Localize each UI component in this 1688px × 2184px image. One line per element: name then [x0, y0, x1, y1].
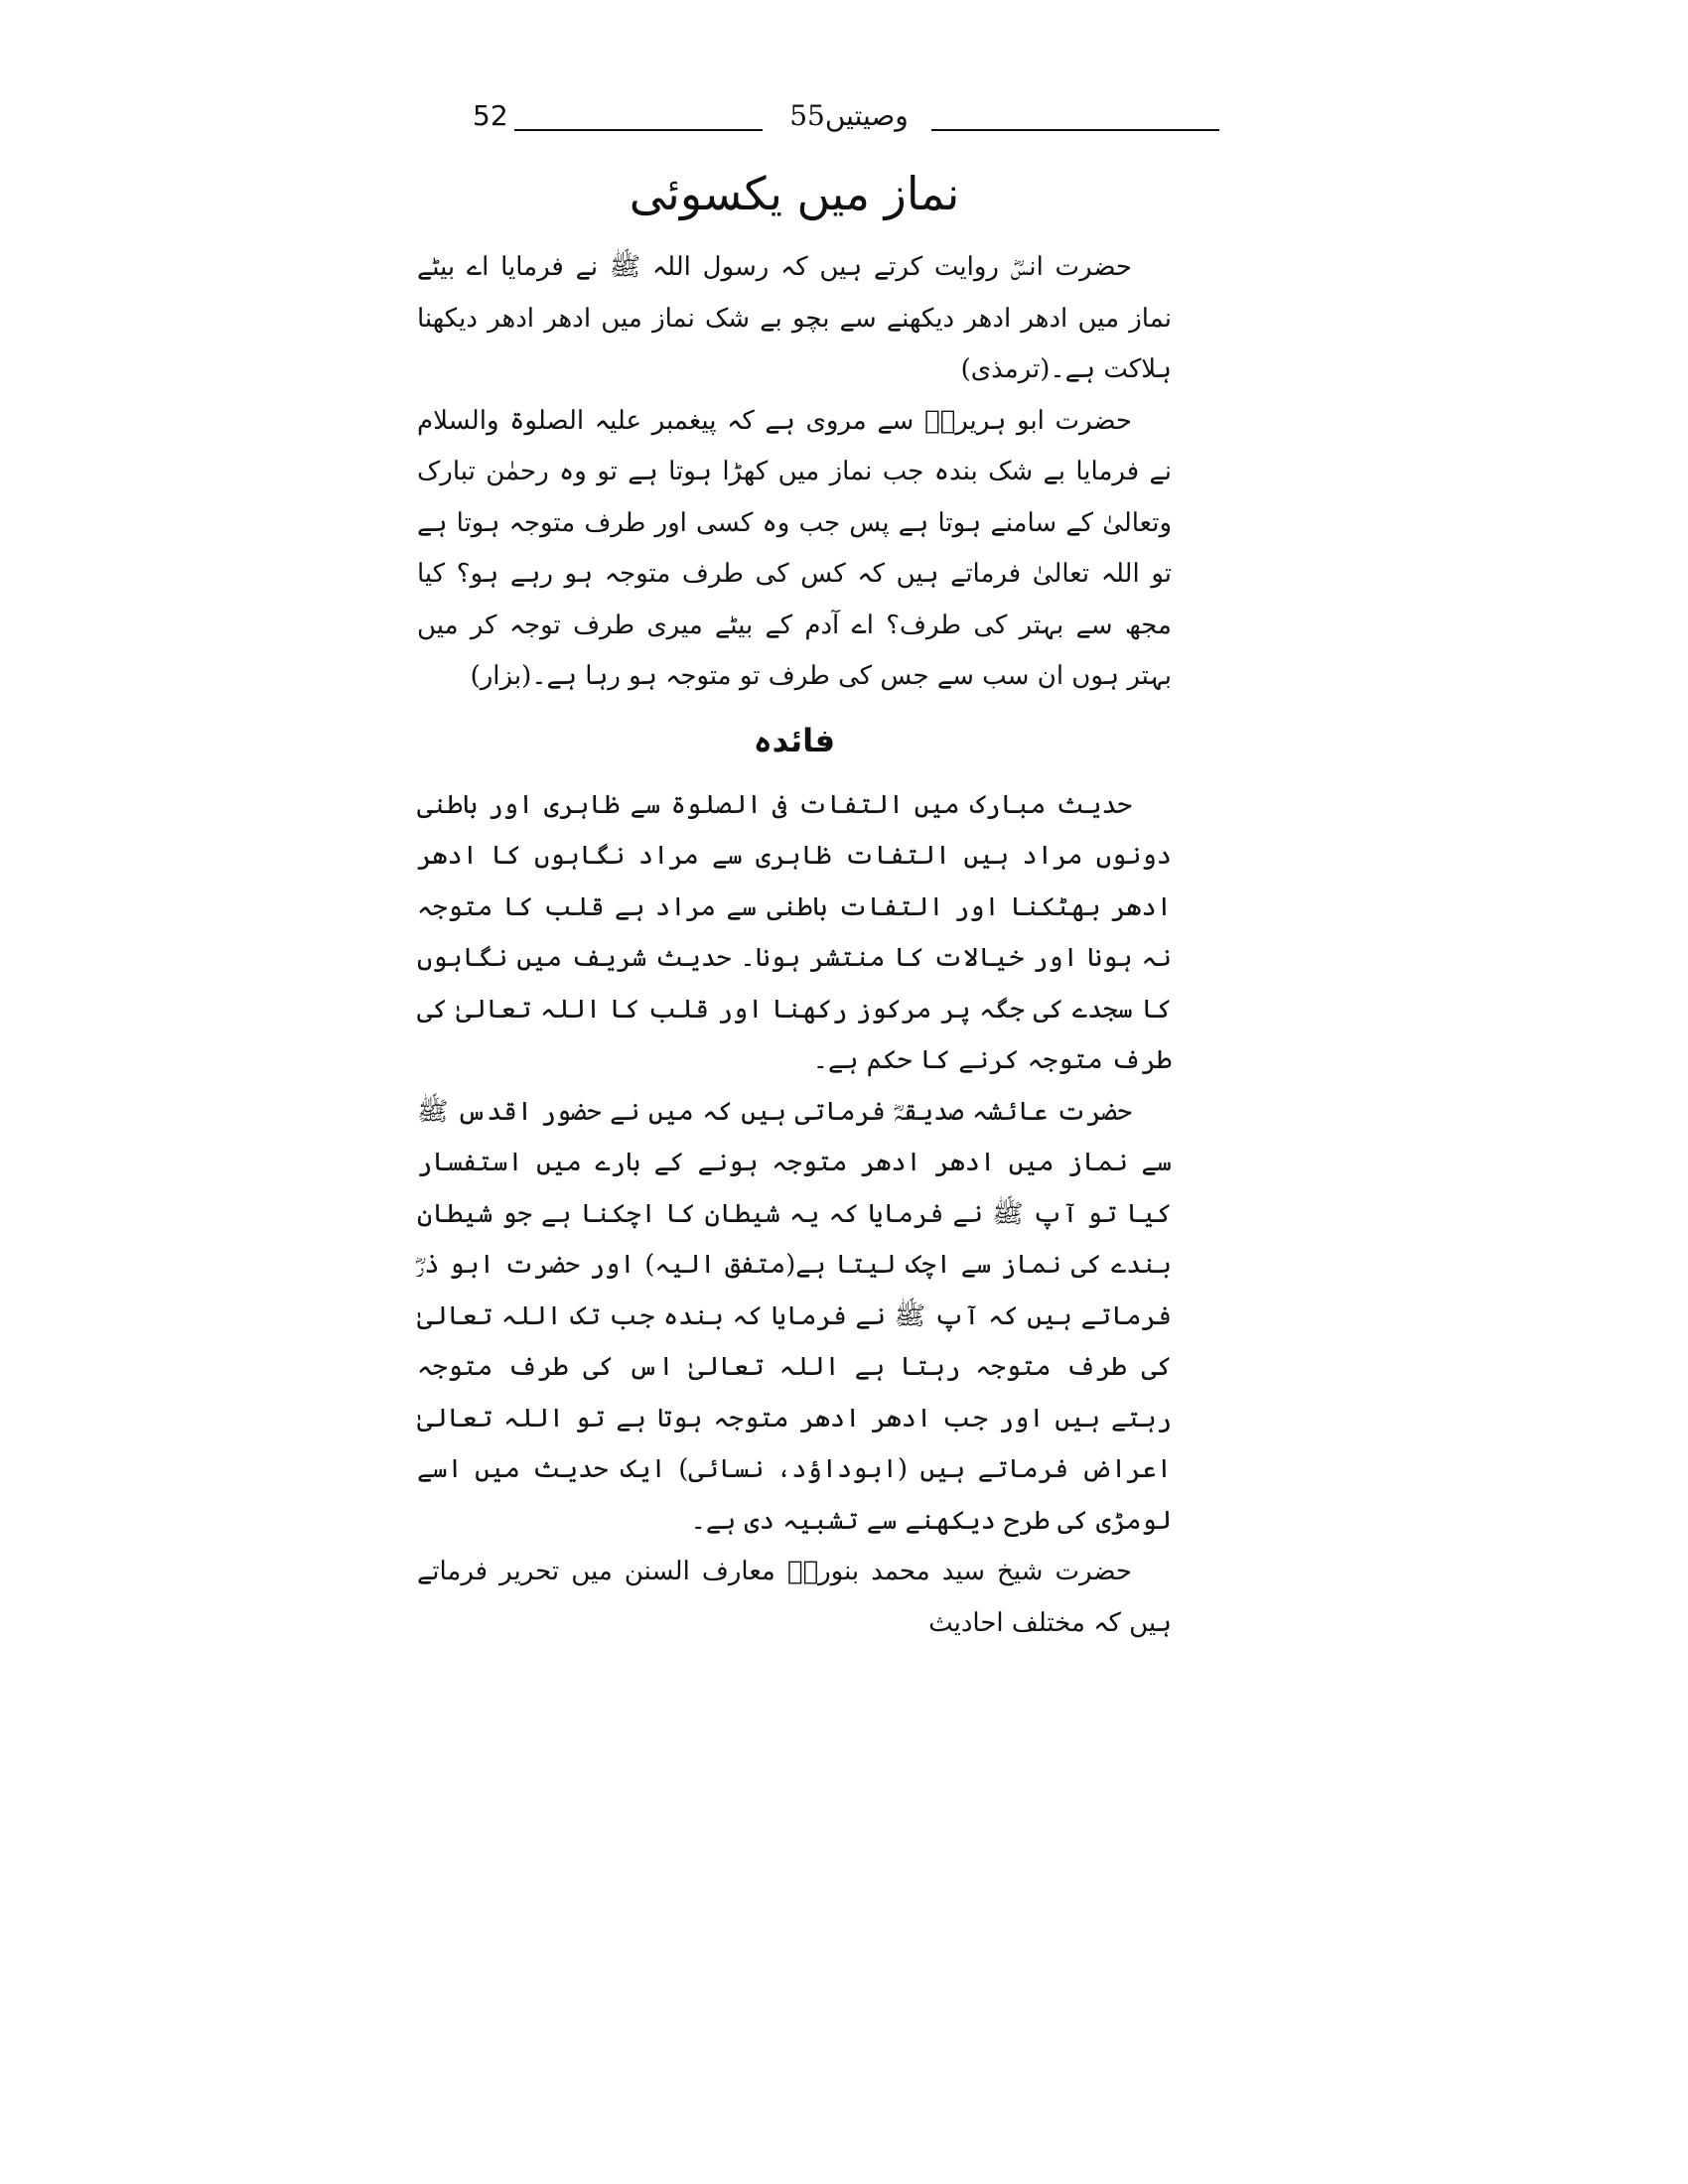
- header-rule-right: [931, 129, 1219, 131]
- section-heading: فائدہ: [753, 721, 836, 759]
- page-header: [467, 99, 1221, 139]
- book-title: 55وصیتیں: [789, 99, 909, 132]
- paragraph: حضرت انسؓ روایت کرتے ہیں کہ رسول اللہ ﷺ نے فرمایا اے بیٹے نماز میں ادھر ادھر دیکھنے سے بچو بے شک نماز میں ادھر ادھر دیکھنا ہلاکت ہے۔(ترمذی): [417, 252, 1172, 384]
- paragraph: حضرت شیخ سید محمد بنوریؒ معارف السنن میں تحریر فرماتے ہیں کہ مختلف احادیث: [417, 1557, 1172, 1638]
- page-body: [417, 157, 1172, 1649]
- paragraph: حضرت ابو ہریرہؓ سے مروی ہے کہ پیغمبر علیہ الصلوۃ والسلام نے فرمایا بے شک بندہ جب نماز میں کھڑا ہوتا ہے تو وہ رحمٰن تبارک وتعالیٰ کے سامنے ہوتا ہے پس جب وہ کسی اور طرف متوجہ ہوتا ہے تو اللہ تعالیٰ فرماتے ہیں کہ کس کی طرف متوجہ ہو رہے ہو؟ کیا مجھ سے بہتر کی طرف؟ اے آدم کے بیٹے میری طرف توجہ کر میں بہتر ہوں ان سب سے جس کی طرف تو متوجہ ہو رہا ہے۔(بزار): [417, 405, 1172, 691]
- page-number: 52: [473, 99, 508, 132]
- paragraph: حدیث مبارک میں التفات فی الصلوۃ سے ظاہری اور باطنی دونوں مراد ہیں التفات ظاہری سے مراد نگاہوں کا ادھر ادھر بھٹکنا اور التفات باطنی سے مراد ہے قلب کا متوجہ نہ ہونا اور خیالات کا منتشر ہونا۔ حدیث شریف میں نگاہوں کا سجدے کی جگہ پر مرکوز رکھنا اور قلب کا اللہ تعالیٰ کی طرف متوجہ کرنے کا حکم ہے۔: [417, 789, 1172, 1075]
- header-rule-left: [514, 129, 763, 131]
- chapter-title: نماز میں یکسوئی: [629, 167, 960, 220]
- paragraph: حضرت عائشہ صدیقہؓ فرماتی ہیں کہ میں نے حضور اقدس ﷺ سے نماز میں ادھر ادھر متوجہ ہونے کے بارے میں استفسار کیا تو آپ ﷺ نے فرمایا کہ یہ شیطان کا اچکنا ہے جو شیطان بندے کی نماز سے اچک لیتا ہے(متفق الیہ) اور حضرت ابو ذرؓ فرماتے ہیں کہ آپ ﷺ نے فرمایا کہ بندہ جب تک اللہ تعالیٰ کی طرف متوجہ رہتا ہے اللہ تعالیٰ اس کی طرف متوجہ رہتے ہیں اور جب ادھر ادھر متوجہ ہوتا ہے تو اللہ تعالیٰ اعراض فرماتے ہیں (ابوداؤد، نسائی) ایک حدیث میں اسے لومڑی کی طرح دیکھنے سے تشبیہ دی ہے۔: [417, 1096, 1172, 1536]
